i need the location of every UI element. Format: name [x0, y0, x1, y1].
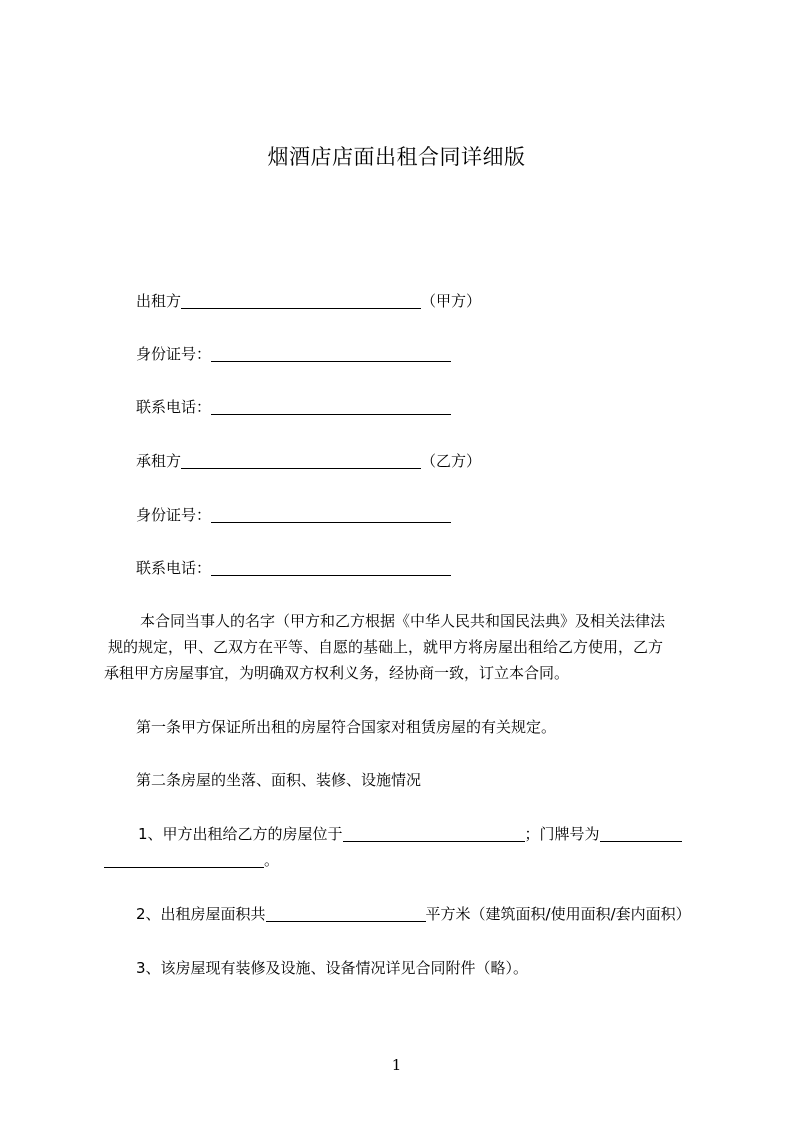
lessee-suffix: （乙方） — [421, 452, 482, 470]
lessor-id-label: 身份证号： — [136, 345, 212, 363]
preamble-paragraph — [104, 608, 716, 686]
lessee-id-blank[interactable] — [211, 506, 451, 523]
lessor-id-line — [136, 344, 451, 364]
article-1: 第一条甲方保证所出租的房屋符合国家对租赁房屋的有关规定。 — [136, 718, 557, 736]
item-1-end: 。 — [264, 851, 280, 869]
article-2-heading: 第二条房屋的坐落、面积、装修、设施情况 — [136, 771, 422, 789]
lessor-phone-line — [136, 397, 451, 417]
document-title: 烟酒店店面出租合同详细版 — [267, 145, 526, 169]
article-2-item-1-continued — [104, 850, 279, 870]
lessee-id-label: 身份证号： — [136, 506, 212, 524]
lessee-phone-blank[interactable] — [211, 559, 451, 576]
lessee-phone-line — [136, 558, 451, 578]
lessor-name-blank[interactable] — [181, 292, 421, 309]
house-number-blank-continued[interactable] — [104, 851, 264, 868]
lessor-label: 出租方 — [136, 292, 182, 310]
preamble-line-1: 本合同当事人的名字（甲方和乙方根据《中华人民共和国民法典》及相关法律法 — [140, 612, 666, 630]
lessee-label: 承租方 — [136, 452, 182, 470]
lessor-suffix: （甲方） — [421, 292, 482, 310]
lessee-name-blank[interactable] — [181, 452, 421, 469]
article-2-item-3: 3、该房屋现有装修及设施、设备情况详见合同附件（略）。 — [136, 959, 529, 977]
lessor-id-blank[interactable] — [211, 345, 451, 362]
preamble-line-3: 承租甲方房屋事宜，为明确双方权利义务，经协商一致，订立本合同。 — [104, 664, 570, 682]
lessor-line — [136, 291, 481, 311]
lessor-phone-label: 联系电话： — [136, 398, 212, 416]
item-1-prefix: 1、甲方出租给乙方的房屋位于 — [138, 825, 343, 843]
page-number: 1 — [391, 1056, 402, 1074]
area-blank[interactable] — [266, 905, 426, 922]
lessee-id-line — [136, 505, 451, 525]
item-2-prefix: 2、出租房屋面积共 — [136, 905, 266, 923]
lessee-phone-label: 联系电话： — [136, 559, 212, 577]
house-number-blank[interactable] — [600, 825, 682, 842]
preamble-line-2: 规的规定，甲、乙双方在平等、自愿的基础上，就甲方将房屋出租给乙方使用，乙方 — [108, 638, 664, 656]
lessor-phone-blank[interactable] — [211, 398, 451, 415]
property-location-blank[interactable] — [343, 825, 525, 842]
lessee-line — [136, 451, 481, 471]
item-2-suffix: 平方米（建筑面积/使用面积/套内面积） — [425, 905, 691, 923]
item-1-middle: ；门牌号为 — [524, 825, 600, 843]
article-2-item-1 — [138, 824, 682, 844]
article-2-item-2 — [136, 904, 691, 924]
